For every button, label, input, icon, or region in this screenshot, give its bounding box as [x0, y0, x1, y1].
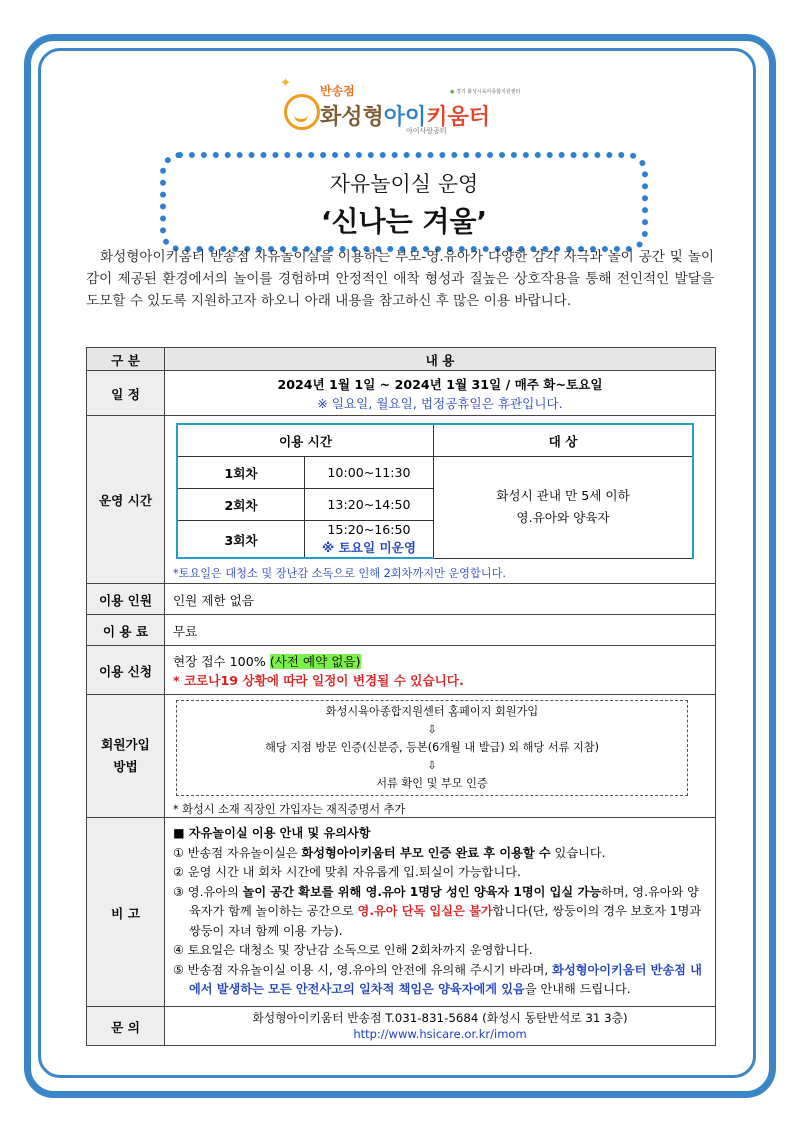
table-row [177, 457, 693, 489]
header-col2: 내 용 [165, 348, 716, 371]
row-capacity [87, 584, 716, 615]
arrow-down-icon: ⇩ [427, 723, 437, 736]
label-contact: 문 의 [87, 1007, 165, 1046]
session-time: 13:20~14:50 [305, 489, 434, 521]
step-3: 서류 확인 및 부모 인증 [376, 777, 488, 790]
logo-main: 화성형아이키움터 [320, 105, 491, 130]
row-fee [87, 615, 716, 646]
hours-table [176, 423, 694, 559]
membership-steps [176, 700, 688, 796]
remark-1: ① 반송점 자유놀이실은 화성형아이키움터 부모 인증 완료 후 이용할 수 있습니다. [173, 845, 606, 860]
arrow-down-icon: ⇩ [427, 759, 437, 772]
session-name: 2회차 [177, 489, 305, 521]
apply-line1: 현장 접수 100% (사전 예약 없음) [173, 654, 361, 669]
schedule-dates: 2024년 1월 1일 ~ 2024년 1월 31일 / 매주 화~토요일 [277, 377, 603, 392]
title-line2: ‘신나는 겨울’ [320, 205, 488, 238]
homepage-link[interactable]: http://www.hsicare.or.kr/imom [353, 1027, 527, 1041]
session-name: 3회차 [177, 521, 305, 559]
target-line2: 영.유아와 양육자 [516, 510, 610, 526]
contact-line: 화성형아이키움터 반송점 T.031-831-5684 (화성시 동탄반석로 31 3층) [252, 1011, 628, 1025]
logo-sub: 아이사랑공터 [406, 127, 447, 135]
remark-3: ③ 영.유아의 놀이 공간 확보를 위해 영.유아 1명당 성인 양육자 1명이 입실 가능하며, 영.유아와 양육자가 함께 놀이하는 공간으로 영.유아 단독 입실은 불가합니다(단, 쌍둥이의 경우 보호자 1명과 쌍둥이 자녀 함께 이용 가능). [173, 884, 702, 938]
logo-branch: 반송점 [320, 84, 355, 98]
label-fee: 이 용 료 [87, 615, 165, 646]
row-schedule [87, 371, 716, 416]
membership-note: * 화성시 소재 직장인 가입자는 재직증명서 추가 [173, 803, 406, 816]
header-col1: 구 분 [87, 348, 165, 371]
no-reservation-highlight: (사전 예약 없음) [269, 654, 361, 669]
label-capacity: 이용 인원 [87, 584, 165, 615]
label-membership: 회원가입 방법 [87, 695, 165, 818]
remark-2: ② 운영 시간 내 회차 시간에 맞춰 자유롭게 입.퇴실이 가능합니다. [173, 865, 521, 880]
remark-4: ④ 토요일은 대청소 및 장난감 소독으로 인해 2회차까지 운영합니다. [173, 943, 533, 958]
value-remarks [165, 818, 716, 1007]
info-table [86, 347, 716, 1046]
session-name: 1회차 [177, 457, 305, 489]
row-membership [87, 695, 716, 818]
hours-footnote: *토요일은 대청소 및 장난감 소독으로 인해 2회차까지만 운영합니다. [173, 567, 506, 580]
apply-notice: * 코로나19 상황에 따라 일정이 변경될 수 있습니다. [173, 673, 464, 688]
row-contact [87, 1007, 716, 1046]
session-time [305, 521, 434, 559]
value-schedule [165, 371, 716, 416]
title-box [160, 152, 648, 252]
intro-paragraph: 화성형아이키움터 반송점 자유놀이실을 이용하는 부모-영.유아가 다양한 감각 자극과 놀이 공간 및 놀이감이 제공된 환경에서의 놀이를 경험하며 안정적인 애착 형성과 질높은 상호작용을 통해 전인적인 발달을 도모할 수 있도록 지원하고자 하오니 아래 내용을 참고하신 후 많은 이용 바랍니다. [86, 249, 714, 309]
target-cell [434, 457, 694, 559]
remark-5: ⑤ 반송점 자유놀이실 이용 시, 영.유아의 안전에 유의해 주시기 바라며, 화성형아이키움터 반송점 내에서 발생하는 모든 안전사고의 일차적 책임은 양육자에게 있음을 안내해 드립니다. [173, 962, 702, 997]
schedule-closed: ※ 일요일, 월요일, 법정공휴일은 휴관입니다. [317, 396, 563, 411]
row-hours [87, 416, 716, 584]
label-schedule: 일 정 [87, 371, 165, 416]
logo [280, 76, 530, 138]
label-hours: 운영 시간 [87, 416, 165, 584]
value-apply [165, 646, 716, 695]
col-time: 이용 시간 [177, 424, 434, 457]
session-time: 10:00~11:30 [305, 457, 434, 489]
value-contact [165, 1007, 716, 1046]
session-time-3: 15:20~16:50 [327, 522, 411, 537]
col-target: 대 상 [434, 424, 694, 457]
target-line1: 화성시 관내 만 5세 이하 [496, 488, 630, 504]
remarks-heading: ■ 자유놀이실 이용 안내 및 유의사항 [173, 826, 371, 841]
row-remarks [87, 818, 716, 1007]
label-apply: 이용 신청 [87, 646, 165, 695]
star-icon: ✦ [280, 76, 291, 91]
step-1: 화성시육아종합지원센터 홈페이지 회원가입 [325, 705, 539, 718]
logo-org: ● 경기 화성시육아종합지원센터 [450, 88, 520, 95]
row-apply [87, 646, 716, 695]
value-capacity: 인원 제한 없음 [165, 584, 716, 615]
value-fee: 무료 [165, 615, 716, 646]
session-note: ※ 토요일 미운영 [321, 540, 416, 555]
value-hours [165, 416, 716, 584]
title-line1: 자유놀이실 운영 [329, 172, 479, 196]
table-header [87, 348, 716, 371]
value-membership [165, 695, 716, 818]
smile-icon [284, 94, 320, 130]
step-2: 해당 지점 방문 인증(신분증, 등본(6개월 내 발급) 외 해당 서류 지참) [265, 741, 599, 754]
label-remarks: 비 고 [87, 818, 165, 1007]
